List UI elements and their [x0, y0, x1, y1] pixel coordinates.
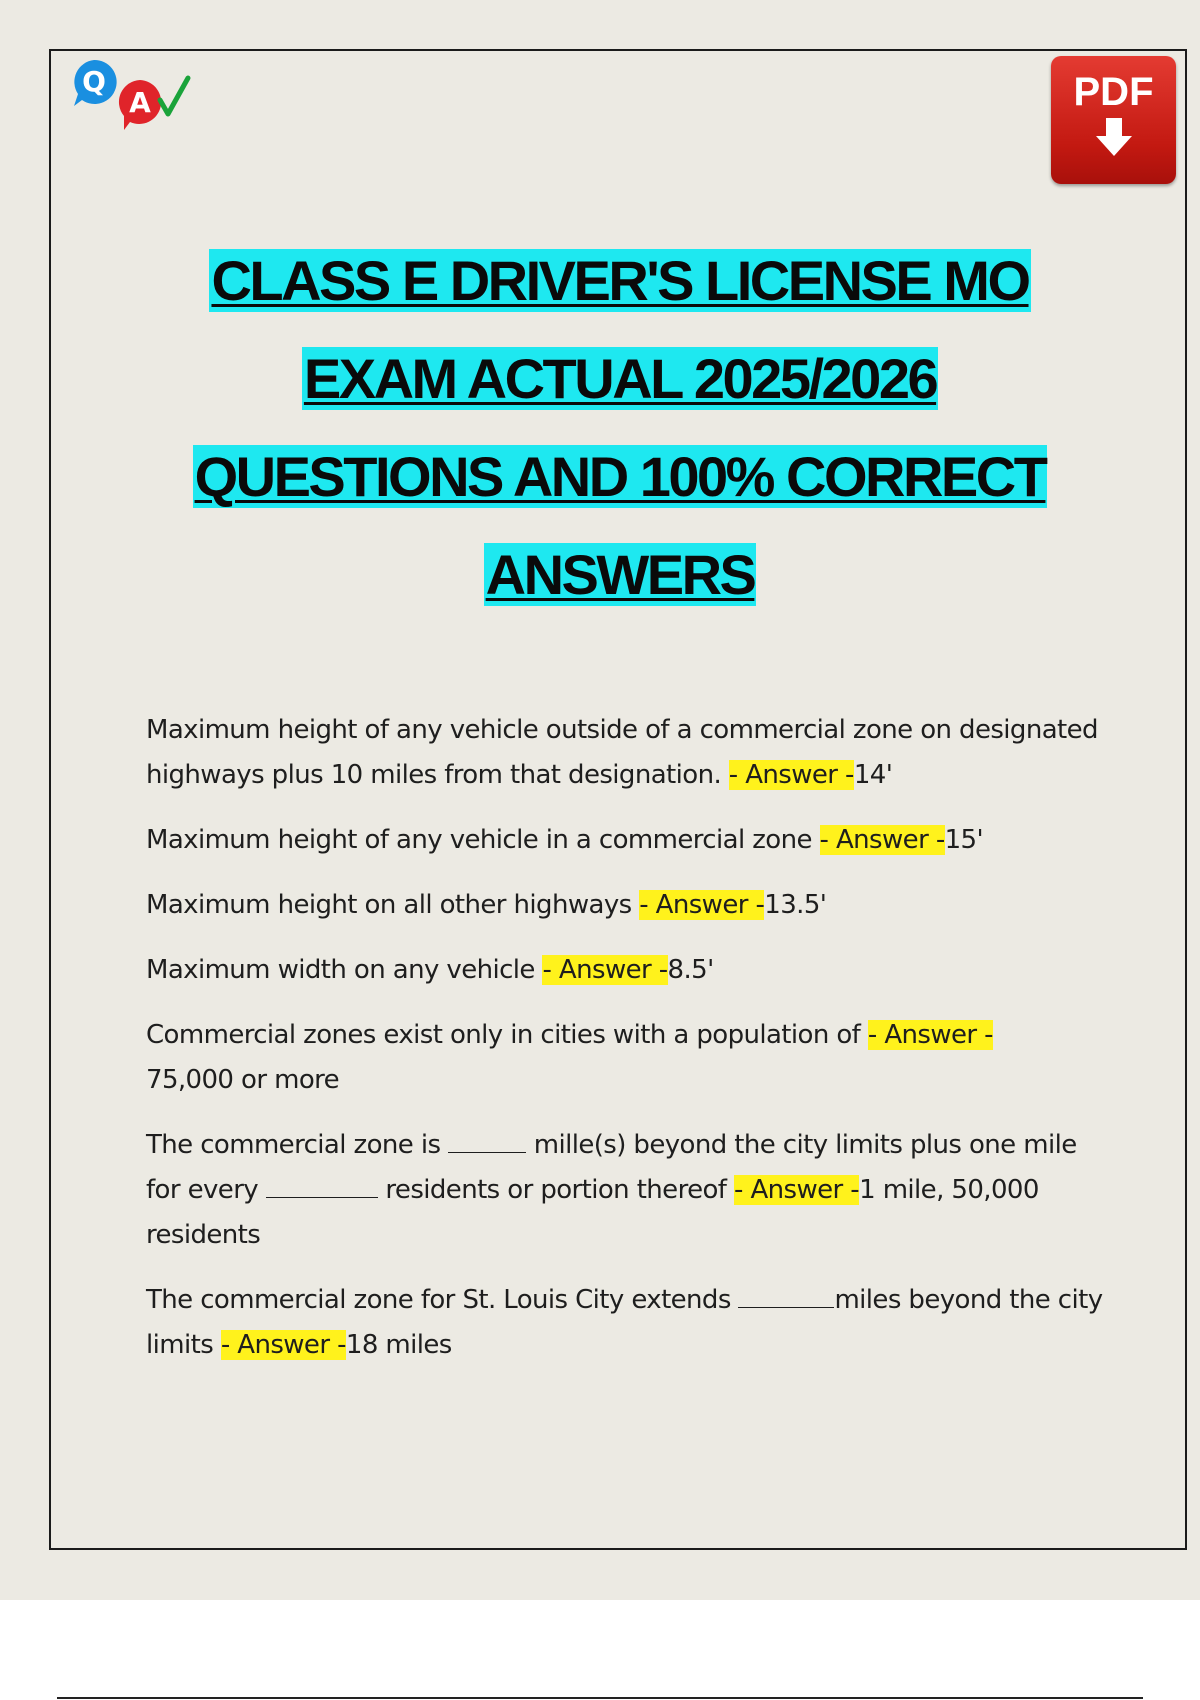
footer-divider — [57, 1697, 1143, 1699]
answer-label: - Answer - — [542, 955, 668, 985]
answer-text: 15' — [944, 825, 984, 855]
question-text: The commercial zone for St. Louis City extends — [146, 1285, 739, 1315]
answer-label: - Answer - — [639, 890, 765, 920]
answer-label: - Answer - — [819, 825, 945, 855]
question-text: Maximum height of any vehicle in a commercial zone — [146, 825, 820, 855]
pdf-badge-label: PDF — [1073, 70, 1154, 114]
qa-item — [146, 818, 1106, 863]
down-arrow-icon — [1094, 116, 1134, 158]
answer-text: 8.5' — [667, 955, 714, 985]
title-line-text: QUESTIONS AND 100% CORRECT — [194, 445, 1046, 508]
document-title — [60, 232, 1180, 624]
qa-list — [146, 708, 1106, 1388]
title-line-text: EXAM ACTUAL 2025/2026 — [303, 347, 937, 410]
fill-in-blank — [266, 1173, 378, 1198]
title-line — [60, 330, 1180, 428]
question-text: Maximum width on any vehicle — [146, 955, 543, 985]
answer-label: - Answer - — [867, 1020, 993, 1050]
title-line-text: CLASS E DRIVER'S LICENSE MO — [211, 249, 1029, 312]
question-text: The commercial zone is — [146, 1130, 449, 1160]
answer-text: 75,000 or more — [146, 1065, 340, 1095]
answer-text: 1 mile, 50,000 residents — [146, 1175, 1039, 1250]
qa-item — [146, 1123, 1106, 1258]
qa-item — [146, 883, 1106, 928]
fill-in-blank — [448, 1128, 526, 1153]
answer-label: - Answer - — [220, 1330, 346, 1360]
qa-item — [146, 708, 1106, 798]
qa-item — [146, 1013, 1106, 1103]
answer-label: - Answer - — [728, 760, 854, 790]
title-line — [60, 232, 1180, 330]
answer-text: 14' — [853, 760, 893, 790]
qa-item — [146, 948, 1106, 993]
question-text: Maximum height of any vehicle outside of a commercial zone on designated highways plus 10 miles from that designation. — [146, 715, 1098, 790]
question-text: miles beyond the city limits — [146, 1285, 1103, 1360]
logo-letter-q: Q — [82, 65, 106, 98]
title-line — [60, 428, 1180, 526]
answer-text: 18 miles — [345, 1330, 452, 1360]
fill-in-blank — [738, 1283, 834, 1308]
question-text: residents or portion thereof — [377, 1175, 735, 1205]
qa-item — [146, 1278, 1106, 1368]
question-text: mille(s) beyond the city limits plus one mile for every — [146, 1130, 1077, 1205]
question-text: Commercial zones exist only in cities with a population of — [146, 1020, 868, 1050]
title-line-text: ANSWERS — [485, 543, 755, 606]
pdf-download-icon[interactable] — [1051, 56, 1176, 184]
qa-logo-icon — [68, 56, 194, 132]
question-text: Maximum height on all other highways — [146, 890, 640, 920]
checkmark-icon — [160, 78, 188, 114]
answer-text: 13.5' — [764, 890, 827, 920]
logo-letter-a: A — [129, 86, 151, 119]
title-line — [60, 526, 1180, 624]
answer-label: - Answer - — [734, 1175, 860, 1205]
